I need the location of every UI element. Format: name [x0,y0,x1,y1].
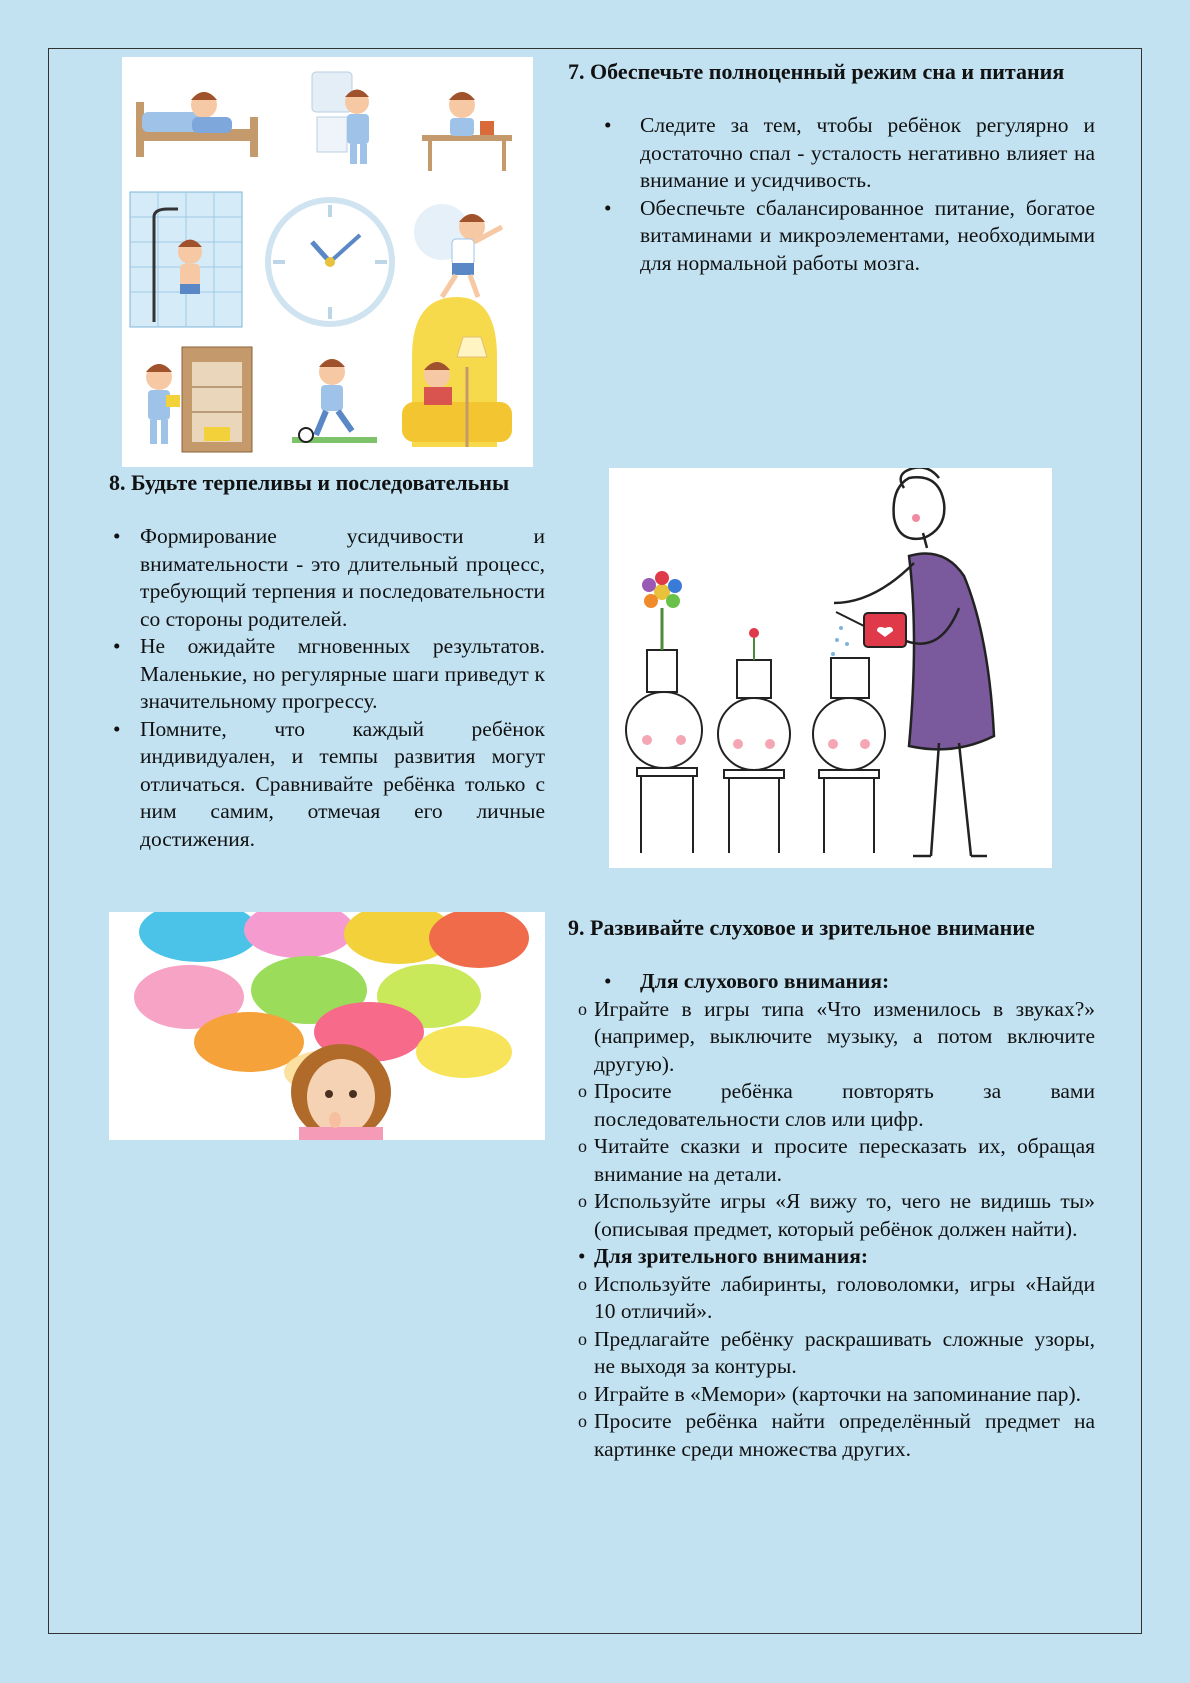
daily-routine-illustration [122,57,533,467]
section-9-list [568,968,1095,1463]
thinking-girl-illustration [109,912,545,1140]
list-item: o Используйте игры «Я вижу то, чего не видишь ты» (описывая предмет, который ребёнок должен найти). [568,1188,1095,1243]
section-9-title: 9. Развивайте слуховое и зрительное внимание [568,915,1035,940]
list-item: • Формирование усидчивости и внимательности - это длительный процесс, требующий терпения и последовательности со стороны родителей. [109,523,545,633]
list-item: • Помните, что каждый ребёнок индивидуален, и темпы развития могут отличаться. Сравнивайте ребёнка только с ним самим, отмечая его личные достижения. [109,716,545,854]
section-8-title: 8. Будьте терпеливы и последовательны [109,470,510,495]
section-9 [568,914,1095,1463]
section-8 [109,469,545,853]
list-item: o Используйте лабиринты, головоломки, игры «Найди 10 отличий». [568,1271,1095,1326]
section-7 [568,58,1095,277]
list-item: o Предлагайте ребёнку раскрашивать сложные узоры, не выходя за контуры. [568,1326,1095,1381]
list-item: o Играйте в игры типа «Что изменилось в звуках?» (например, выключите музыку, а потом включите другую). [568,996,1095,1079]
list-item: • Обеспечьте сбалансированное питание, богатое витаминами и микроэлементами, необходимыми для нормальной работы мозга. [568,195,1095,278]
list-item: • Следите за тем, чтобы ребёнок регулярно и достаточно спал - усталость негативно влияет на внимание и усидчивость. [568,112,1095,195]
list-item: o Просите ребёнка повторять за вами последовательности слов или цифр. [568,1078,1095,1133]
teacher-watering-illustration [609,468,1052,868]
auditory-heading: • Для слухового внимания: [568,968,1095,996]
section-8-list [109,523,545,853]
list-item: o Играйте в «Мемори» (карточки на запоминание пар). [568,1381,1095,1409]
visual-heading: • Для зрительного внимания: [568,1243,1095,1271]
section-7-title: 7. Обеспечьте полноценный режим сна и питания [568,59,1065,84]
list-item: o Читайте сказки и просите пересказать их, обращая внимание на детали. [568,1133,1095,1188]
section-7-list [568,112,1095,277]
list-item: • Не ожидайте мгновенных результатов. Маленькие, но регулярные шаги приведут к значительному прогрессу. [109,633,545,716]
list-item: o Просите ребёнка найти определённый предмет на картинке среди множества других. [568,1408,1095,1463]
